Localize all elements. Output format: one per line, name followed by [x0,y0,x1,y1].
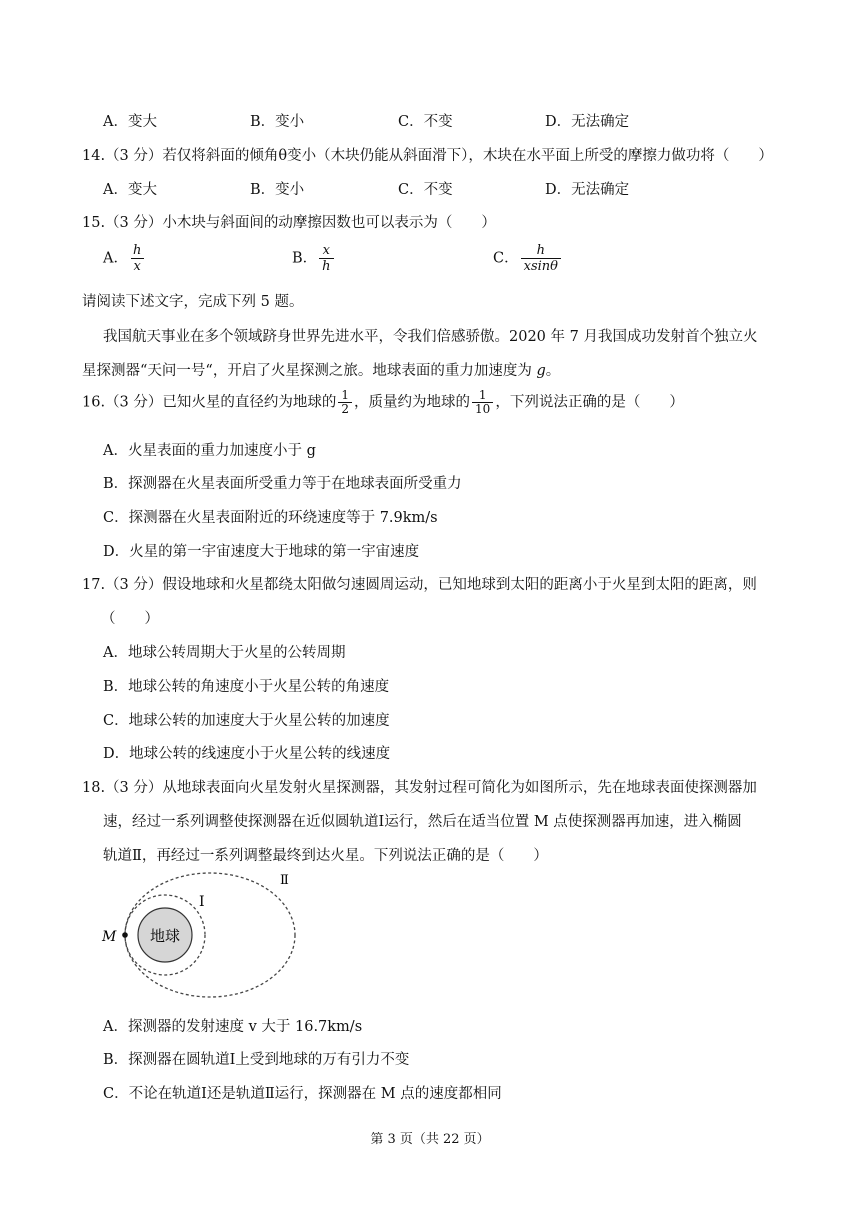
q18-option-a: A．探测器的发射速度 v 大于 16.7km/s [103,1019,363,1035]
q14-stem: 14.（3 分）若仅将斜面的倾角θ变小（木块仍能从斜面滑下），木块在水平面上所受的摩擦力做功将（ ） [82,148,773,164]
q15-option-c-letter: C． [493,250,519,267]
orbit-ii-label: Ⅱ [280,873,289,888]
q13-option-d: D．无法确定 [545,114,630,130]
q18-option-b: B．探测器在圆轨道Ⅰ上受到地球的万有引力不变 [103,1052,410,1068]
q15-option-a-den: x [131,258,144,274]
q15-option-b-num: x [322,243,331,258]
q14-option-b: B．变小 [250,182,305,198]
q13-option-c: C．不变 [398,114,453,130]
q15-option-b-fraction [319,243,333,274]
q16-diameter-fraction [338,389,352,416]
q16-option-b: B．探测器在火星表面所受重力等于在地球表面所受重力 [103,476,462,492]
q17-option-d: D．地球公转的线速度小于火星公转的线速度 [103,746,391,762]
q16-stem-part2: ，质量约为地球的 [354,394,471,411]
q16-frac2-den: 10 [472,402,493,416]
reading-paragraph-line1: 我国航天事业在多个领域跻身世界先进水平，令我们倍感骄傲。2020 年 7 月我国成功发射首个独立火 [103,329,758,345]
q16-mass-fraction [472,389,493,416]
q13-option-a: A．变大 [103,114,157,130]
q16-option-d: D．火星的第一宇宙速度大于地球的第一宇宙速度 [103,544,420,560]
q17-stem-line2: （ ） [101,611,159,627]
q17-stem-line1: 17.（3 分）假设地球和火星都绕太阳做匀速圆周运动，已知地球到太阳的距离小于火星到太阳的距离，则 [82,577,757,593]
q16-option-c: C．探测器在火星表面附近的环绕速度等于 7.9km/s [103,510,438,526]
q14-option-d: D．无法确定 [545,182,630,198]
q16-frac1-num: 1 [341,388,350,402]
orbit-i-label: Ⅰ [199,894,205,910]
q15-option-a [103,243,146,274]
page-footer: 第 3 页（共 22 页） [370,1132,490,1147]
point-m-dot [122,932,128,938]
q15-option-c [493,243,563,274]
q17-option-b: B．地球公转的角速度小于火星公转的角速度 [103,679,390,695]
orbit-diagram [95,870,305,1005]
q16-frac1-den: 2 [338,402,352,416]
q17-option-c: C．地球公转的加速度大于火星公转的加速度 [103,713,390,729]
reading-line2-end: 。 [545,363,561,379]
q18-stem-line3: 轨道Ⅱ，再经过一系列调整最终到达火星。下列说法正确的是（ ） [103,848,548,864]
q15-option-c-den: xsinθ [521,258,561,274]
q13-option-b: B．变小 [250,114,305,130]
q15-option-c-fraction [521,243,561,274]
q16-frac2-num: 1 [478,388,487,402]
earth-label: 地球 [150,927,181,945]
q15-option-c-num: h [536,243,545,258]
q16-stem-part1: 16.（3 分）已知火星的直径约为地球的 [82,394,337,411]
q18-option-c: C．不论在轨道Ⅰ还是轨道Ⅱ运行，探测器在 M 点的速度都相同 [103,1086,502,1102]
q15-stem: 15.（3 分）小木块与斜面间的动摩擦因数也可以表示为（ ） [82,215,496,231]
reading-line2-text: 星探测器“天问一号“，开启了火星探测之旅。地球表面的重力加速度为 [82,363,537,379]
q15-option-b [292,243,336,274]
q17-option-a: A．地球公转周期大于火星的公转周期 [103,645,346,661]
q15-option-b-den: h [319,258,333,274]
q16-option-a: A．火星表面的重力加速度小于 g [103,443,316,459]
gravity-symbol-g: g [536,363,546,379]
q15-option-a-num: h [132,243,142,258]
point-m-label: M [102,929,117,945]
q16-stem-part3: ，下列说法正确的是（ ） [495,394,684,411]
reading-intro: 请阅读下述文字，完成下列 5 题。 [82,294,304,310]
q16-stem [82,389,684,416]
q18-stem-line2: 速，经过一系列调整使探测器在近似圆轨道Ⅰ运行，然后在适当位置 M 点使探测器再加速，进入椭圆 [103,814,742,830]
q14-option-c: C．不变 [398,182,453,198]
reading-paragraph-line2 [82,359,560,380]
q18-stem-line1: 18.（3 分）从地球表面向火星发射火星探测器，其发射过程可简化为如图所示，先在地球表面使探测器加 [82,780,757,796]
q14-option-a: A．变大 [103,182,157,198]
q15-option-a-letter: A． [103,250,128,267]
q15-option-b-letter: B． [292,250,318,267]
q15-option-a-fraction [130,243,144,274]
